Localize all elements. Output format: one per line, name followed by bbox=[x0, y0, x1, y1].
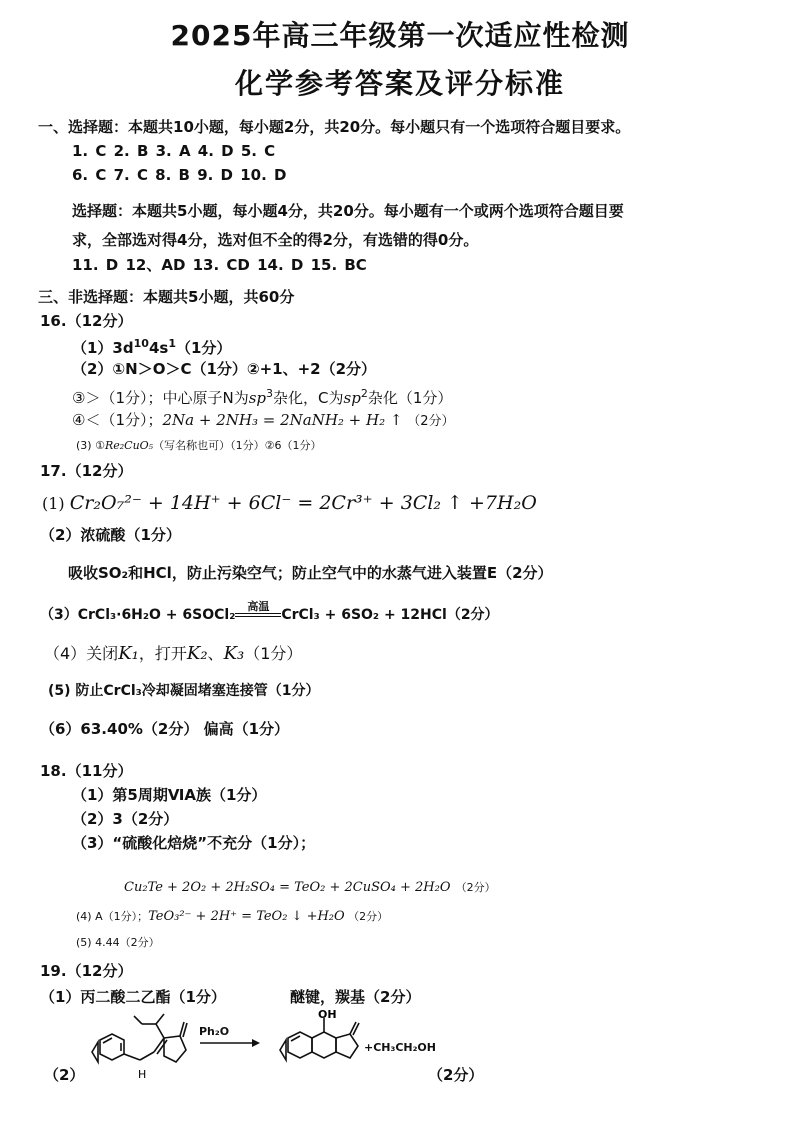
q18-answer-2: （2）3（2分） bbox=[72, 810, 179, 828]
section2-heading-line1: 选择题：本题共5小题，每小题4分，共20分。每小题有一个或两个选项符合题目要 bbox=[72, 202, 624, 220]
page-subtitle: 化学参考答案及评分标准 bbox=[234, 67, 565, 100]
q18-label: 18.（11分） bbox=[40, 762, 133, 780]
q18-answer-4: (4) A（1分）；TeO₃²⁻ + 2H⁺ = TeO₂ ↓ +H₂O （2分） bbox=[76, 909, 389, 924]
section2-answers-row: 11. D 12、AD 13. CD 14. D 15. BC bbox=[72, 256, 367, 274]
q19-label: 19.（12分） bbox=[40, 962, 133, 980]
q17-answer-3: （3）CrCl₃·6H₂O + 6SOCl₂ 高温 CrCl₃ + 6SO₂ + 12HCl（2分） bbox=[40, 600, 499, 623]
product-oh-label: OH bbox=[318, 1010, 337, 1021]
reaction-arrow bbox=[200, 1039, 260, 1047]
q19-byproduct: +CH₃CH₂OH bbox=[364, 1041, 436, 1054]
q19-reagent: Ph₂O bbox=[199, 1025, 230, 1038]
section3-heading: 三、非选择题：本题共5小题，共60分 bbox=[38, 288, 295, 306]
q18-answer-5: (5) 4.44（2分） bbox=[76, 936, 160, 949]
reactant-structure bbox=[92, 1014, 187, 1062]
section1-heading: 一、选择题：本题共10小题，每小题2分，共20分。每小题只有一个选项符合题目要求。 bbox=[38, 118, 631, 136]
q16-answer-5: (3) ①Re₂CuO₅（写名称也可）（1分）②6（1分） bbox=[76, 439, 322, 452]
q16-label: 16.（12分） bbox=[40, 312, 133, 330]
page-title: 2025年高三年级第一次适应性检测 bbox=[170, 19, 630, 52]
section1-answers-row2: 6. C 7. C 8. B 9. D 10. D bbox=[72, 166, 287, 184]
q19-answer-1b: 醚键，羰基（2分） bbox=[290, 988, 421, 1006]
q17-answer-6: （6）63.40%（2分） 偏高（1分） bbox=[40, 720, 290, 738]
q17-reaction-condition: 高温 bbox=[247, 600, 270, 613]
q16-answer-2: （2）①N＞O＞C（1分）②+1、+2（2分） bbox=[72, 360, 377, 378]
q17-equals-sign bbox=[235, 613, 281, 617]
q18-answer-3: （3）“硫酸化焙烧”不充分（1分）； bbox=[72, 834, 316, 852]
q17-answer-5: (5) 防止CrCl₃冷却凝固堵塞连接管（1分） bbox=[48, 683, 320, 699]
q16-answer-1: $(1)3d^{10}4s^1(1$分） bbox=[72, 337, 232, 357]
q16-answer-4: ④＜（1分）；2Na + 2NH₃ = 2NaNH₂ + H₂ ↑ （2分） bbox=[72, 411, 455, 429]
q17-label: 17.（12分） bbox=[40, 462, 133, 480]
reactant-nh-label: H bbox=[138, 1068, 147, 1081]
q17-answer-1: (1) Cr₂O₇²⁻ + 14H⁺ + 6Cl⁻ = 2Cr³⁺ + 3Cl₂ ↑ +7H₂O bbox=[42, 492, 537, 514]
product-structure bbox=[280, 1018, 359, 1060]
q18-answer-3-equation: Cu₂Te + 2O₂ + 2H₂SO₄ = TeO₂ + 2CuSO₄ + 2H₂O （2分） bbox=[124, 880, 496, 895]
q19-answer-2-label: （2） bbox=[44, 1066, 85, 1084]
q17-answer-2: （2）浓硫酸（1分） bbox=[40, 526, 181, 544]
section1-answers-row1: 1. C 2. B 3. A 4. D 5. C bbox=[72, 142, 276, 160]
q17-answer-4: （4）关闭K₁，打开K₂、K₃（1分） bbox=[44, 643, 303, 664]
q16-answer-3: ③＞（1分）；中心原子N为$sp^3$杂化，C为$sp^2$杂化（1分） bbox=[72, 387, 453, 407]
q19-answer-1: （1）丙二酸二乙酯（1分） bbox=[40, 988, 226, 1006]
section2-heading-line2: 求，全部选对得4分，选对但不全的得2分，有选错的得0分。 bbox=[72, 231, 479, 249]
q19-answer-2-score: （2分） bbox=[428, 1066, 484, 1084]
q18-answer-1: （1）第5周期ⅥA族（1分） bbox=[72, 786, 267, 804]
q17-answer-2b: 吸收SO₂和HCl，防止污染空气；防止空气中的水蒸气进入装置E（2分） bbox=[68, 564, 553, 582]
